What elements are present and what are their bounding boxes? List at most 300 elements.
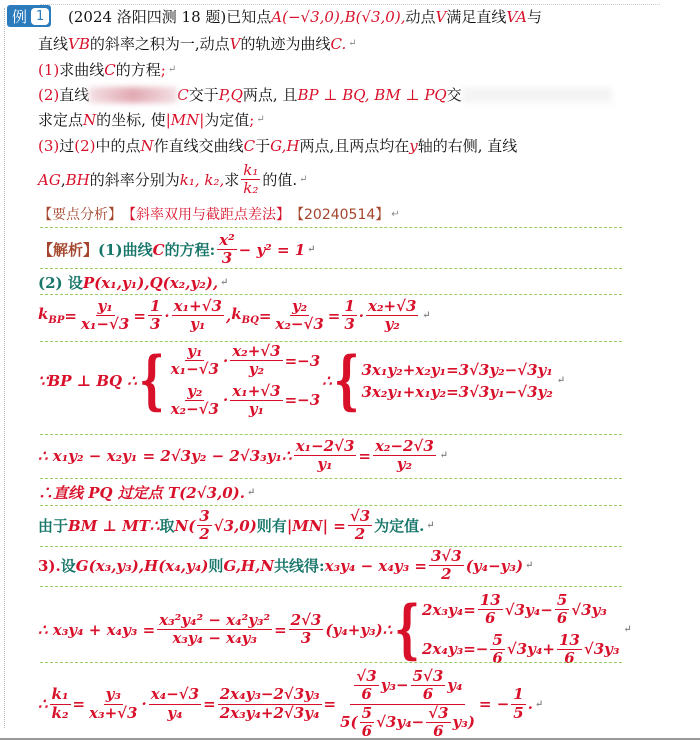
separator	[40, 227, 622, 228]
denominator	[359, 686, 373, 703]
math-text: √3y₄−	[376, 712, 425, 731]
math-text: y	[409, 136, 418, 155]
math-text: x₂−√3	[170, 399, 219, 418]
fraction	[230, 383, 282, 419]
math-text: |MN|	[165, 110, 205, 129]
numerator	[360, 705, 374, 723]
fraction	[241, 162, 260, 198]
math-text: y₁	[97, 297, 113, 315]
math-text: 6	[492, 648, 503, 667]
text-run: 与	[527, 8, 543, 26]
denominator	[315, 456, 334, 473]
text-run: 直线	[38, 35, 69, 53]
math-text: 6	[556, 609, 568, 628]
math-text: ∴	[149, 516, 160, 535]
numerator	[426, 705, 450, 723]
math-text: = −	[478, 695, 510, 713]
math-text: C	[152, 240, 165, 259]
math-text: y₂	[396, 455, 413, 474]
text-run: 求曲线	[59, 61, 105, 79]
text-run: 交于	[188, 86, 219, 104]
math-text: N(	[174, 516, 196, 535]
text-run: 为定值.	[374, 517, 425, 536]
fraction	[50, 686, 71, 722]
math-text: 13	[479, 591, 501, 609]
math-text: 2x₃y₄=	[422, 600, 476, 619]
math-text: ∴直线 PQ 过定点 T(2√3,0).	[38, 484, 245, 502]
math-text: N	[83, 110, 97, 129]
math-text: k₂	[243, 179, 259, 198]
problem-part-2	[38, 84, 612, 105]
numerator	[290, 298, 309, 316]
denominator	[342, 316, 356, 333]
fraction	[172, 298, 224, 334]
example-badge	[7, 5, 51, 27]
math-text: =	[258, 306, 272, 325]
numerator	[429, 548, 464, 566]
solution-part-3-setup	[38, 548, 533, 584]
math-text: 3	[149, 315, 161, 334]
denominator	[421, 686, 435, 703]
math-text: 2	[354, 525, 366, 544]
math-text: y₃)	[452, 712, 475, 731]
math-text: =	[133, 306, 146, 325]
fraction	[511, 686, 525, 722]
text-run: ,	[60, 170, 66, 189]
math-text: y₃−	[380, 676, 409, 695]
numerator	[478, 592, 503, 610]
separator	[40, 341, 622, 342]
math-text: 3	[199, 507, 210, 525]
fraction	[354, 668, 378, 704]
numerator	[289, 612, 324, 630]
math-text: VA	[506, 7, 528, 26]
math-text: ·	[164, 306, 170, 325]
math-text: 2	[199, 525, 210, 544]
text-run: 取	[159, 517, 175, 536]
equation-row	[422, 592, 619, 628]
fraction	[555, 592, 569, 628]
math-text: 6	[361, 685, 372, 704]
numerator	[218, 686, 322, 704]
math-text: ∵BP ⊥ BQ ∴	[38, 371, 137, 390]
math-text: k₁	[51, 685, 69, 704]
denominator	[247, 401, 266, 418]
numerator	[157, 612, 272, 630]
problem-part-2-cont	[38, 109, 265, 130]
text-run: 【斜率双用与截距点差法】	[122, 207, 290, 223]
math-text: x₂−2√3	[374, 437, 434, 455]
math-text: y₁	[317, 455, 333, 474]
problem-line-1	[68, 6, 542, 27]
math-text: x₁+√3	[173, 297, 222, 315]
denominator	[439, 566, 453, 583]
numerator	[50, 686, 71, 704]
blurred-region	[89, 87, 177, 103]
separator	[40, 268, 622, 269]
math-text: x₂+√3	[368, 297, 417, 315]
math-text: BP ⊥ BQ, BM ⊥ PQ	[297, 85, 447, 104]
numerator	[373, 438, 436, 456]
brace-icon: {	[333, 342, 360, 419]
separator	[40, 586, 622, 587]
numerator	[185, 343, 204, 361]
paragraph-mark: ↵	[307, 244, 316, 256]
math-text: k₁	[243, 161, 259, 179]
fraction	[197, 508, 211, 544]
math-text: 1	[149, 297, 161, 315]
math-text: 2	[441, 565, 452, 584]
math-text: x₁+√3	[232, 381, 281, 400]
numerator	[342, 298, 356, 316]
math-text: 6	[485, 609, 496, 628]
denominator	[220, 250, 234, 267]
denominator	[247, 361, 266, 378]
brace-icon: {	[138, 342, 165, 419]
numerator	[230, 343, 282, 361]
math-text: y₂	[248, 360, 265, 379]
math-text: V	[435, 7, 447, 26]
math-text: ∴	[322, 371, 332, 390]
math-text: y₄	[167, 703, 183, 722]
text-run: 的轨迹为曲线	[240, 35, 331, 53]
math-text: =	[64, 306, 77, 325]
denominator	[50, 705, 71, 722]
math-text: 5	[492, 630, 503, 649]
math-text: ∴ x₁y₂ − x₂y₁ = 2√3y₂ − 2√3₃y₁	[38, 446, 283, 465]
equation-rows	[167, 343, 321, 418]
math-text: x₃y₄ − x₄y₃	[172, 629, 257, 647]
text-run: 则	[208, 557, 224, 576]
text-run: (2)	[74, 136, 96, 155]
text-run: 的方程:	[164, 241, 216, 260]
math-text: y₂	[187, 381, 203, 400]
separator	[40, 434, 622, 435]
math-text: (y₄−y₃)	[465, 556, 524, 575]
math-text: =−3	[284, 351, 321, 370]
denominator	[241, 180, 260, 197]
fraction	[218, 686, 322, 722]
text-run: (2)	[38, 85, 60, 104]
text-run: 轴的右侧, 直线	[417, 137, 518, 155]
numerator	[241, 162, 260, 180]
math-text: ·	[222, 391, 229, 410]
math-text: k₁, k₂,	[179, 170, 225, 189]
page-bottom-border	[0, 738, 700, 740]
denominator	[395, 456, 414, 473]
math-text: C	[177, 85, 189, 104]
text-run: 的斜率分别为	[89, 171, 180, 190]
badge-number: 1	[31, 8, 49, 25]
math-text: √3y₃	[583, 640, 620, 659]
fraction	[169, 383, 221, 419]
text-run: 设	[60, 557, 76, 576]
paragraph-mark: ↵	[391, 208, 400, 220]
math-text: C	[104, 60, 116, 79]
math-text: 3	[344, 315, 355, 334]
math-text: y₂	[384, 315, 400, 334]
subtraction-result	[38, 438, 448, 474]
denominator	[483, 610, 497, 627]
fraction	[360, 705, 374, 741]
math-text: N	[140, 136, 154, 155]
badge-label: 例	[12, 7, 28, 26]
equation-row	[167, 383, 321, 419]
math-text: y₁	[248, 399, 265, 418]
text-run: 的方程	[115, 61, 161, 79]
paragraph-mark: ↵	[439, 450, 449, 462]
final-ratio	[38, 668, 543, 740]
math-text: x₃²y₄² − x₄²y₃²	[159, 610, 271, 629]
fraction	[87, 686, 139, 722]
text-run: ;	[249, 110, 255, 129]
fraction	[294, 438, 357, 474]
fraction	[366, 298, 418, 334]
fraction	[230, 343, 282, 379]
math-text: 2√3	[290, 610, 322, 629]
fraction	[373, 438, 436, 474]
text-run: 则有	[256, 517, 287, 536]
math-text: AG	[38, 170, 61, 189]
fraction	[348, 508, 372, 544]
math-text: P,Q	[218, 85, 243, 104]
numerator	[172, 298, 224, 316]
fraction	[429, 548, 464, 584]
math-text: =−3	[284, 391, 321, 410]
text-run: 交	[446, 86, 462, 104]
math-text: y₂	[291, 297, 308, 315]
problem-line-2	[38, 33, 357, 54]
denominator	[338, 705, 477, 741]
math-text: ∴	[382, 620, 393, 639]
math-text: 2x₄y₃−2√3y₃	[219, 685, 320, 704]
math-text: 5	[556, 591, 568, 609]
math-text: (y₄+y₃)	[325, 620, 383, 639]
numerator	[511, 686, 525, 704]
paragraph-mark: ↵	[534, 698, 544, 710]
math-text: x₁−2√3	[295, 437, 355, 455]
solution-part-1	[38, 232, 316, 268]
math-text: 2x₃y₄+2√3y₄	[219, 703, 320, 722]
math-text: √3y₄+	[506, 640, 555, 659]
text-run: 于	[255, 137, 271, 155]
denominator	[165, 705, 184, 722]
math-text: .	[527, 695, 533, 713]
denominator	[353, 526, 367, 543]
text-run: 直线	[59, 86, 90, 104]
subscript: BP	[48, 315, 65, 327]
numerator	[230, 383, 282, 401]
numerator	[354, 668, 378, 686]
fraction	[289, 612, 324, 648]
math-text: k₂	[51, 703, 69, 722]
math-text: y₄	[447, 676, 463, 695]
math-text: ·	[358, 306, 365, 325]
math-text: ,	[226, 306, 232, 325]
equation-rows	[422, 592, 619, 667]
math-text: x₂−√3	[275, 315, 324, 334]
math-text: x₃y₄ − x₄y₃ =	[324, 556, 427, 575]
math-text: =	[203, 695, 216, 713]
paragraph-mark: ↵	[556, 375, 566, 386]
numerator	[197, 508, 211, 526]
text-run: (2024 洛阳四测 18 题)已知点	[68, 8, 272, 26]
math-text: ∴	[282, 446, 292, 465]
numerator	[350, 668, 464, 705]
math-text: 6	[361, 721, 373, 740]
equation-system	[333, 342, 553, 419]
blurred-region	[462, 87, 612, 103]
equation-system	[394, 592, 619, 667]
math-text: A(−√3,0),B(√3,0),	[271, 7, 406, 26]
fraction	[338, 668, 477, 740]
numerator	[217, 232, 237, 250]
math-text: 3√3	[431, 547, 462, 565]
math-text: 1	[513, 685, 524, 704]
denominator	[169, 361, 221, 378]
math-text: x²	[219, 231, 235, 249]
perpendicular-system	[38, 343, 565, 418]
numerator	[185, 383, 204, 401]
denominator	[218, 705, 322, 722]
separator	[40, 505, 622, 506]
denominator	[511, 705, 525, 722]
text-run: 求定点	[38, 111, 84, 129]
math-text: √3,0)	[213, 516, 257, 535]
text-run: 两点,且两点均在	[299, 137, 410, 155]
text-run: $k_{BQ}$	[231, 305, 259, 327]
fraction	[478, 592, 503, 628]
problem-part-3	[38, 135, 517, 156]
denominator	[87, 705, 139, 722]
math-text: ∴	[38, 695, 48, 713]
fraction	[169, 343, 221, 379]
separator	[40, 662, 622, 663]
numerator	[148, 298, 162, 316]
subscript: BQ	[241, 315, 259, 327]
paragraph-mark: ↵	[167, 64, 177, 75]
math-text: x₃+√3	[89, 703, 138, 722]
top-ruler	[40, 0, 660, 5]
math-text: √3y₃	[571, 600, 607, 619]
equation-rows	[361, 361, 552, 401]
text-run: 动点	[405, 8, 436, 26]
numerator	[96, 298, 115, 316]
brace-icon: {	[394, 591, 420, 668]
paragraph-mark: ↵	[422, 310, 431, 322]
problem-part-3-cont	[38, 162, 308, 198]
math-text: =	[358, 446, 371, 465]
text-run: 两点, 且	[242, 86, 298, 104]
math-text: C.	[330, 34, 347, 53]
point-n-conclusion	[38, 508, 435, 544]
math-text: 6	[433, 721, 444, 740]
math-text: √3	[356, 667, 377, 685]
paragraph-mark: ↵	[623, 624, 632, 635]
math-text: 3x₁y₂+x₂y₁=3√3y₂−√3y₁	[361, 360, 553, 379]
math-text: 5√3	[412, 667, 444, 685]
math-text: x₄−√3	[150, 685, 200, 704]
text-run: ;	[160, 60, 166, 79]
math-text: 3	[221, 249, 233, 268]
denominator	[169, 401, 221, 418]
math-text: y₁	[190, 315, 206, 334]
fraction	[149, 686, 201, 722]
math-text: G,H	[270, 136, 300, 155]
text-run: (1)曲线	[98, 241, 153, 260]
math-text: 6	[564, 648, 575, 667]
denominator	[197, 526, 211, 543]
math-text: V	[229, 34, 241, 53]
numerator	[366, 298, 418, 316]
text-run: 【解析】	[38, 241, 99, 260]
denominator	[555, 610, 569, 627]
fraction	[342, 298, 356, 334]
fraction	[79, 298, 131, 334]
math-text: √3y₄−	[504, 600, 553, 619]
denominator	[188, 316, 207, 333]
math-text: x₁−√3	[80, 315, 130, 334]
solution-part-2-setup	[38, 272, 228, 293]
fraction	[411, 668, 446, 704]
paragraph-mark: ↵	[246, 487, 256, 498]
math-text: BM ⊥ MT	[68, 516, 150, 535]
fraction	[157, 612, 272, 648]
separator	[40, 478, 622, 479]
numerator	[348, 508, 372, 526]
text-run: 作直线交曲线	[153, 137, 244, 155]
math-text: |MN| =	[286, 516, 346, 535]
key-analysis	[38, 204, 400, 224]
numerator	[294, 438, 357, 456]
fixed-point-line	[38, 482, 255, 503]
math-text: BH	[65, 170, 90, 189]
math-text: √3	[349, 507, 371, 525]
math-text: 5(	[340, 712, 358, 731]
math-text: 13	[558, 630, 580, 649]
numerator	[557, 632, 582, 650]
paragraph-mark: ↵	[299, 174, 308, 186]
text-run: 为定值	[204, 111, 250, 129]
text-run: (1)	[38, 60, 60, 79]
text-run: 3).	[38, 556, 61, 575]
equation-row	[167, 343, 321, 379]
math-text: y₁	[187, 342, 203, 360]
text-run: 过	[59, 137, 75, 155]
math-text: ∴ x₃y₄ + x₄y₃ =	[38, 620, 156, 639]
math-text: =	[323, 695, 337, 713]
text-run: 【要点分析】	[38, 207, 122, 223]
math-text: VB	[68, 34, 90, 53]
fraction	[426, 705, 450, 741]
text-run: 满足直线	[446, 8, 507, 26]
denominator	[383, 316, 402, 333]
text-run: (2) 设	[38, 274, 83, 292]
math-text: C	[243, 136, 256, 155]
math-text: G(x₃,y₃),H(x₄,y₄)	[75, 556, 209, 575]
math-text: P(x₁,y₁),Q(x₂,y₂),	[82, 273, 219, 292]
math-text: ·	[141, 695, 147, 713]
numerator	[555, 592, 569, 610]
fraction	[217, 232, 237, 268]
text-run: 【20240514】	[290, 207, 390, 223]
denominator	[79, 316, 131, 333]
numerator	[149, 686, 201, 704]
math-text: =	[72, 695, 86, 713]
paragraph-mark: ↵	[220, 277, 229, 288]
text-run: $k_{BP}$	[38, 305, 65, 327]
paragraph-mark: ↵	[256, 114, 265, 125]
